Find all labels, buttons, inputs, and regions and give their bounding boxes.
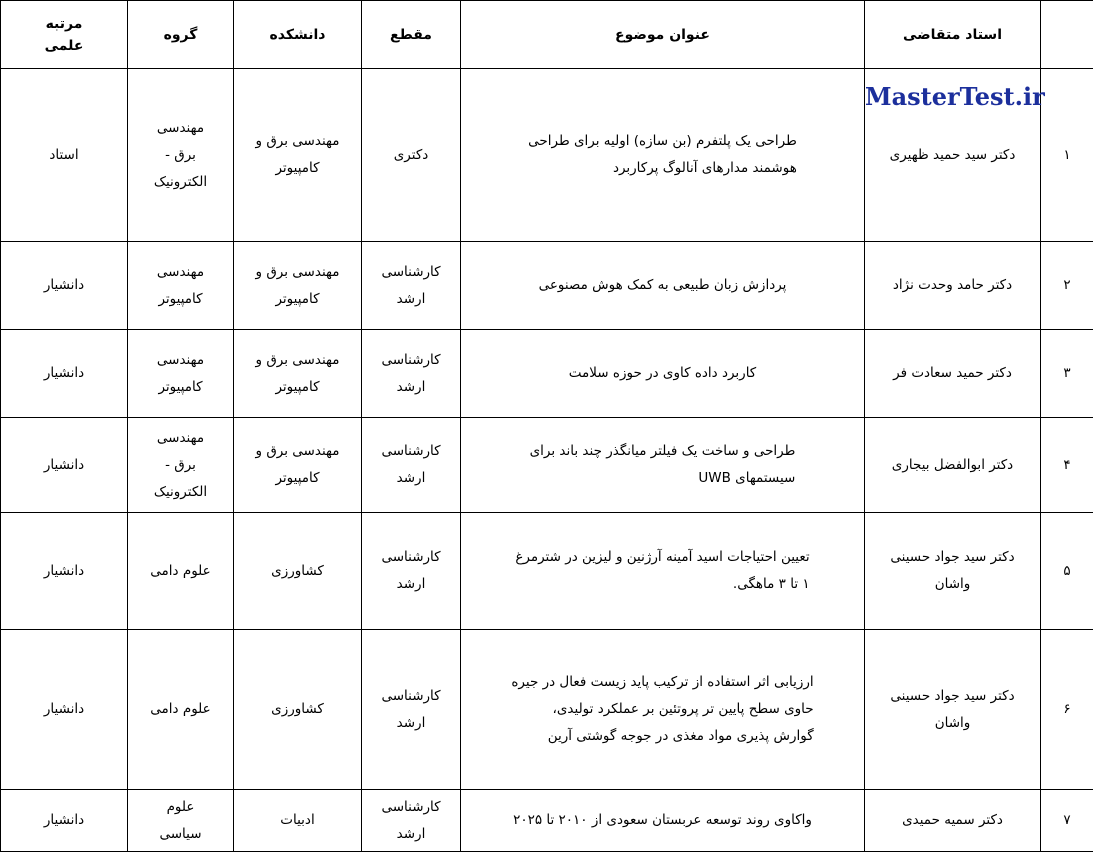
table-row bbox=[1, 790, 1093, 852]
row-rank: دانشیار bbox=[1, 330, 128, 418]
row-faculty bbox=[234, 242, 362, 330]
row-professor: دکتر حمید سعادت فر bbox=[865, 330, 1041, 418]
header-rank-label: مرتبه علمی bbox=[44, 15, 84, 54]
group-text: مهندسی برق - الکترونیک bbox=[153, 429, 208, 500]
row-index: ۶ bbox=[1041, 630, 1093, 790]
professor-name: دکتر سید حمید ظهیری bbox=[889, 146, 1016, 163]
row-level bbox=[362, 418, 461, 513]
header-row bbox=[1, 1, 1093, 69]
title-text: ارزیابی اثر استفاده از ترکیب پاید زیست فعال در جیره حاوی سطح پایین تر پروتئین بر عملکرد تولیدی، گوارش پذیری مواد مغذی در جوجه گوشتی آرین bbox=[511, 674, 814, 744]
row-title bbox=[461, 790, 865, 852]
table-row bbox=[1, 513, 1093, 630]
title-text: تعیین احتیاجات اسید آمینه آرژنین و لیزین در شترمرغ ۱ تا ۳ ماهگی. bbox=[515, 549, 810, 592]
row-professor: دکتر ابوالفضل بیجاری bbox=[865, 418, 1041, 513]
row-index: ۲ bbox=[1041, 242, 1093, 330]
row-level bbox=[362, 69, 461, 242]
group-text: مهندسی کامپیوتر bbox=[156, 351, 205, 395]
row-faculty bbox=[234, 69, 362, 242]
title-text: کاربرد داده کاوی در حوزه سلامت bbox=[568, 365, 757, 381]
row-faculty: کشاورزی bbox=[234, 513, 362, 630]
row-rank: استاد bbox=[1, 69, 128, 242]
row-rank: دانشیار bbox=[1, 418, 128, 513]
level-text: کارشناسی ارشد bbox=[381, 263, 441, 307]
title-text: طراحی یک پلتفرم (بن سازه) اولیه برای طراحی هوشمند مدارهای آنالوگ پرکاربرد bbox=[528, 133, 797, 176]
row-title bbox=[461, 242, 865, 330]
group-text: مهندسی کامپیوتر bbox=[156, 263, 205, 307]
row-index: ۳ bbox=[1041, 330, 1093, 418]
title-text: طراحی و ساخت یک فیلتر میانگذر چند باند برای سیستمهای UWB bbox=[529, 443, 796, 486]
header-professor: استاد متقاضی bbox=[865, 1, 1041, 69]
row-group bbox=[128, 418, 234, 513]
row-level bbox=[362, 330, 461, 418]
row-professor: دکتر سمیه حمیدی bbox=[865, 790, 1041, 852]
row-rank: دانشیار bbox=[1, 242, 128, 330]
row-faculty: ادبیات bbox=[234, 790, 362, 852]
row-faculty: کشاورزی bbox=[234, 630, 362, 790]
row-group bbox=[128, 790, 234, 852]
row-group bbox=[128, 330, 234, 418]
row-professor: دکتر سید جواد حسینی واشان bbox=[865, 630, 1041, 790]
row-faculty bbox=[234, 330, 362, 418]
row-level bbox=[362, 513, 461, 630]
level-text: کارشناسی ارشد bbox=[381, 351, 441, 395]
level-text: کارشناسی ارشد bbox=[381, 443, 441, 486]
row-professor: دکتر حامد وحدت نژاد bbox=[865, 242, 1041, 330]
row-title bbox=[461, 69, 865, 242]
header-title: عنوان موضوع bbox=[461, 1, 865, 69]
table-row bbox=[1, 69, 1093, 242]
row-title bbox=[461, 630, 865, 790]
row-rank: دانشیار bbox=[1, 630, 128, 790]
table-row bbox=[1, 418, 1093, 513]
header-faculty: دانشکده bbox=[234, 1, 362, 69]
table-row bbox=[1, 242, 1093, 330]
group-text: علوم سیاسی bbox=[159, 798, 202, 842]
title-text: پردازش زبان طبیعی به کمک هوش مصنوعی bbox=[538, 277, 787, 293]
row-title bbox=[461, 513, 865, 630]
row-group bbox=[128, 69, 234, 242]
group-text: مهندسی برق - الکترونیک bbox=[153, 119, 208, 190]
table-row bbox=[1, 630, 1093, 790]
header-level: مقطع bbox=[362, 1, 461, 69]
header-index bbox=[1041, 1, 1093, 69]
row-level bbox=[362, 242, 461, 330]
row-group: علوم دامی bbox=[128, 630, 234, 790]
faculty-text: مهندسی برق و کامپیوتر bbox=[255, 443, 340, 486]
row-index: ۵ bbox=[1041, 513, 1093, 630]
row-rank: دانشیار bbox=[1, 513, 128, 630]
row-professor bbox=[865, 69, 1045, 242]
row-professor: دکتر سید جواد حسینی واشان bbox=[865, 513, 1041, 630]
table-row bbox=[1, 330, 1093, 418]
row-level bbox=[362, 790, 461, 852]
faculty-text: مهندسی برق و کامپیوتر bbox=[255, 133, 340, 176]
row-title bbox=[461, 418, 865, 513]
faculty-text: مهندسی برق و کامپیوتر bbox=[255, 351, 340, 395]
row-index: ۴ bbox=[1041, 418, 1093, 513]
row-rank: دانشیار bbox=[1, 790, 128, 852]
header-rank bbox=[1, 1, 128, 69]
header-group: گروه bbox=[128, 1, 234, 69]
row-index: ۱ bbox=[1041, 69, 1093, 242]
watermark-logo: MasterTest.ir bbox=[865, 82, 1045, 111]
row-faculty bbox=[234, 418, 362, 513]
level-text: کارشناسی ارشد bbox=[381, 798, 441, 842]
row-title bbox=[461, 330, 865, 418]
row-group: علوم دامی bbox=[128, 513, 234, 630]
title-text: واکاوی روند توسعه عربستان سعودی از ۲۰۱۰ تا ۲۰۲۵ bbox=[513, 812, 812, 828]
row-group bbox=[128, 242, 234, 330]
row-level bbox=[362, 630, 461, 790]
level-text: دکتری bbox=[393, 146, 429, 163]
faculty-text: مهندسی برق و کامپیوتر bbox=[255, 263, 340, 307]
level-text: کارشناسی ارشد bbox=[381, 549, 441, 592]
level-text: کارشناسی ارشد bbox=[381, 687, 441, 731]
row-index: ۷ bbox=[1041, 790, 1093, 852]
